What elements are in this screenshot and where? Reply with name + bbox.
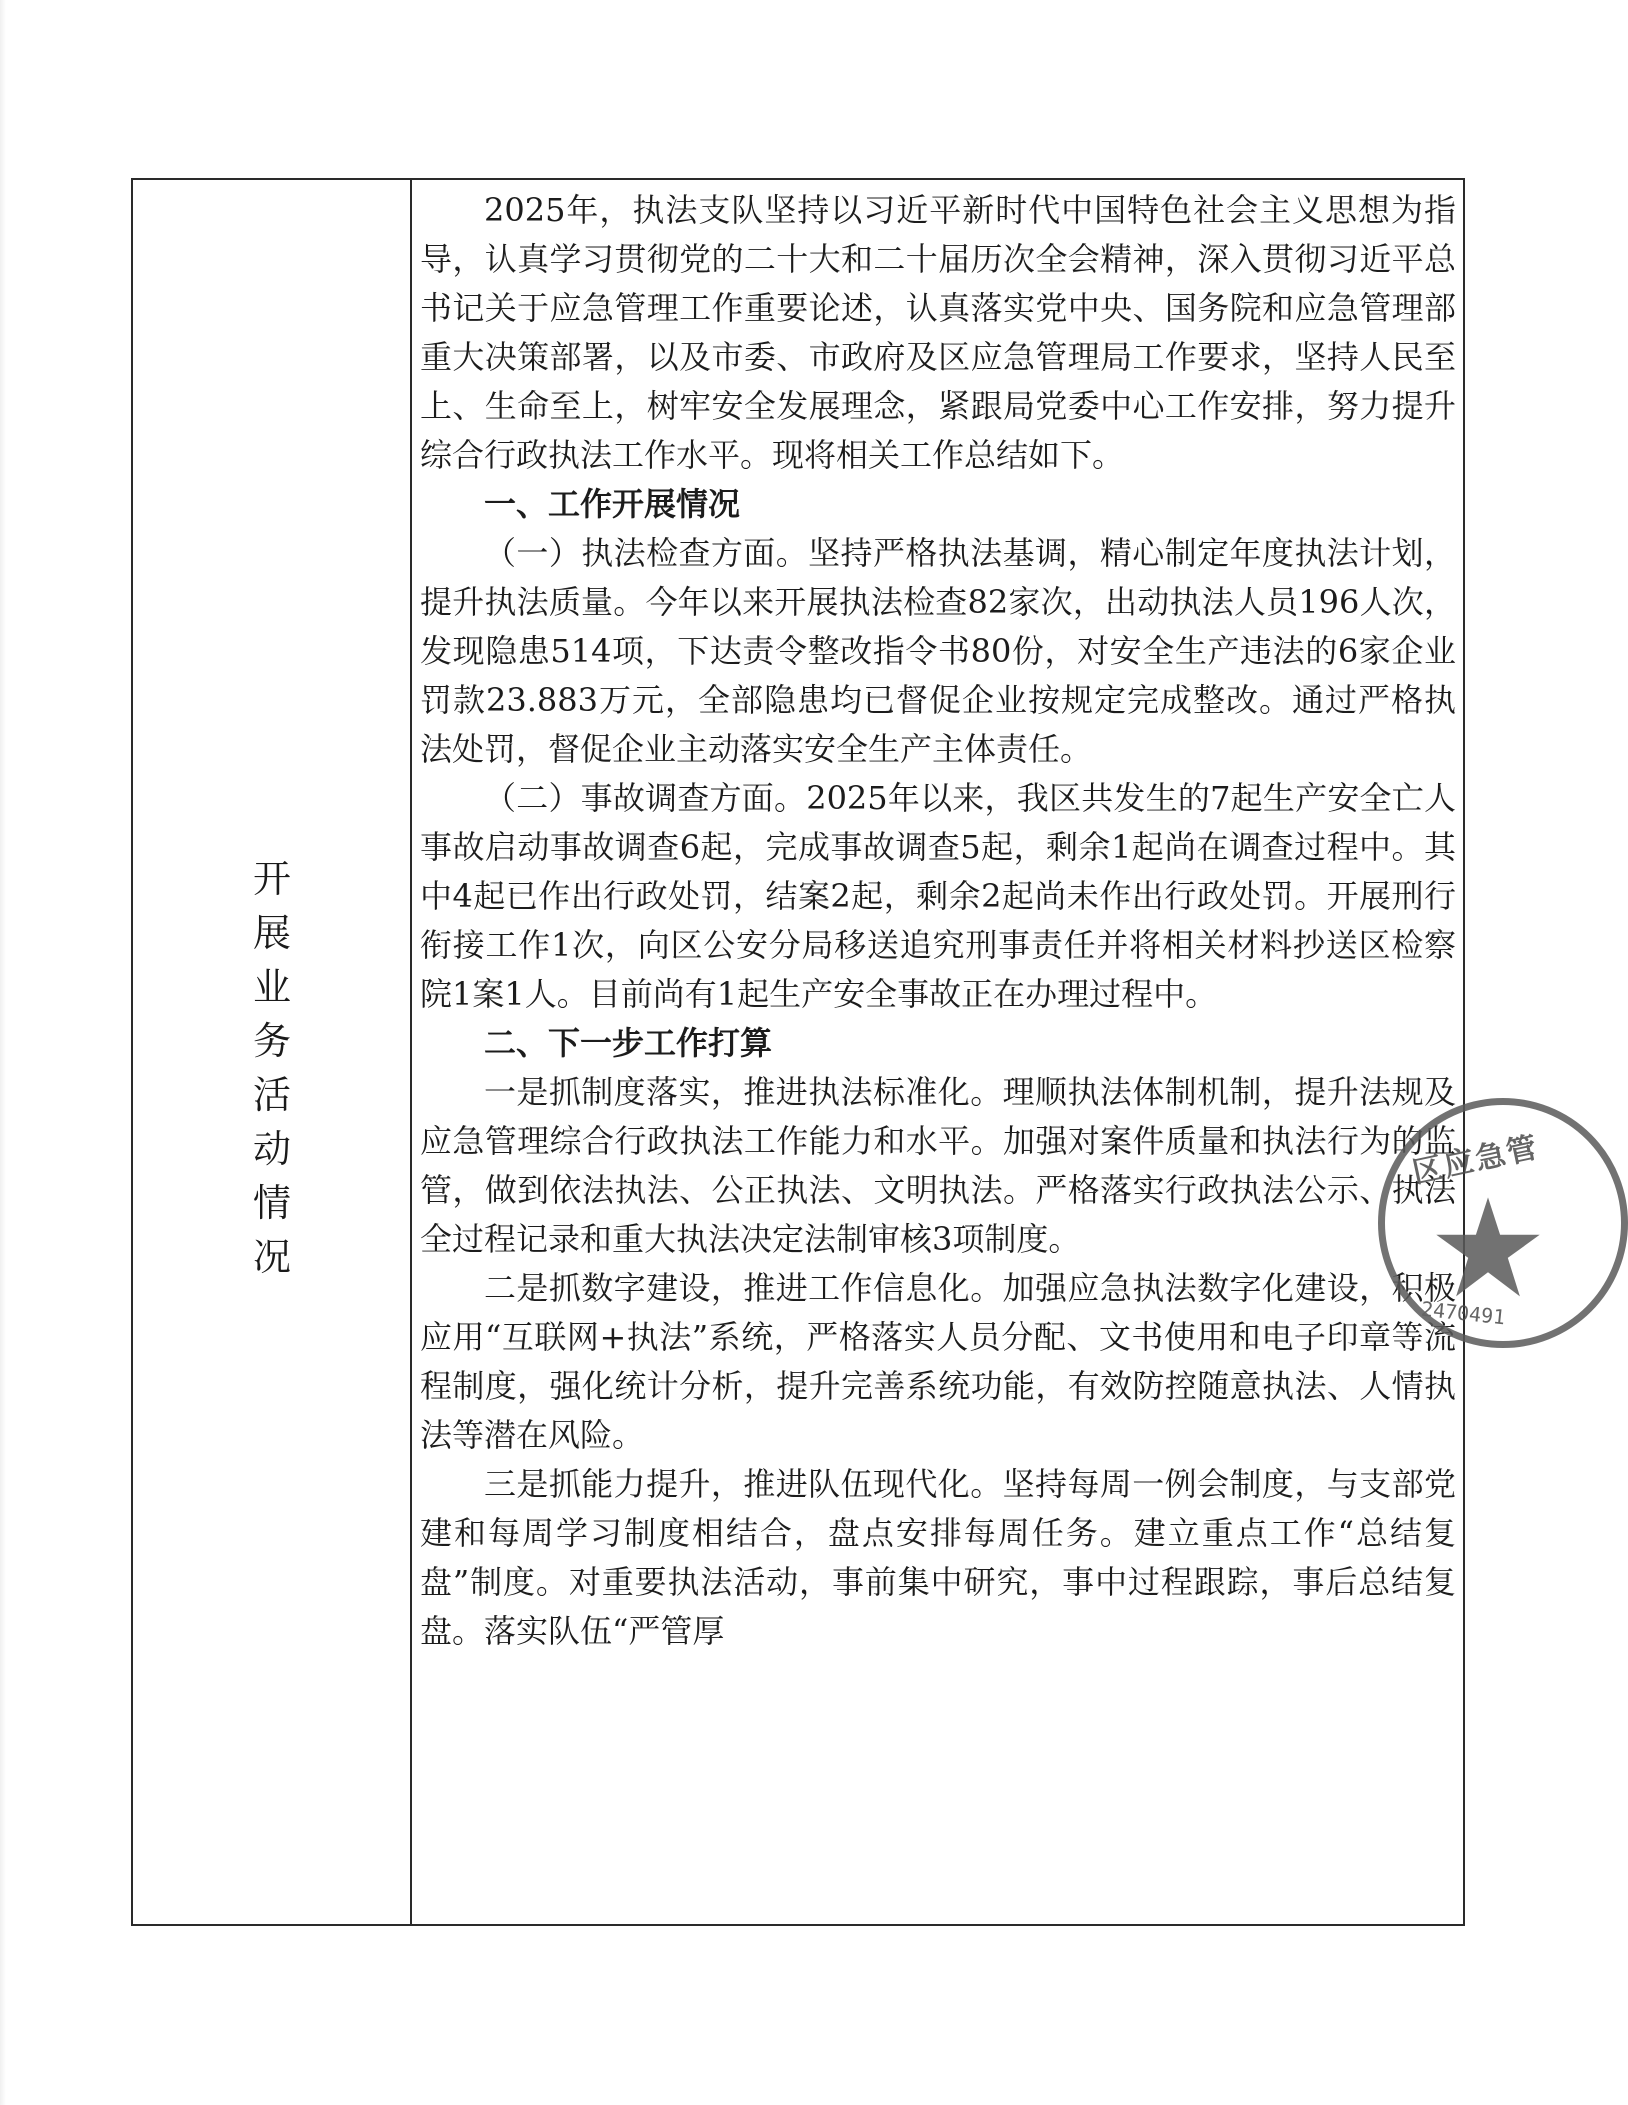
row-label-char: 展	[252, 911, 291, 955]
section-heading-work-status: 一、工作开展情况	[484, 485, 741, 523]
paragraph-capability-improvement: 三是抓能力提升，推进队伍现代化。坚持每周一例会制度，与支部党建和每周学习制度相结合，盘点安排每周任务。建立重点工作“总结复盘”制度。对重要执法活动，事前集中研究，事中过程跟踪，事后总结复盘。落实队伍“严管厚	[420, 1465, 1456, 1650]
row-label-char: 动	[252, 1127, 291, 1171]
row-label-char: 况	[252, 1235, 291, 1279]
row-label-char: 开	[252, 857, 291, 901]
paragraph-digital-construction: 二是抓数字建设，推进工作信息化。加强应急执法数字化建设，积极应用“互联网+执法”系统，严格落实人员分配、文书使用和电子印章等流程制度，强化统计分析，提升完善系统功能，有效防控随意执法、人情执法等潜在风险。	[420, 1269, 1456, 1454]
row-label-char: 业	[252, 965, 291, 1009]
seal-code: 2470491	[1419, 1296, 1507, 1330]
star-icon	[1433, 1193, 1543, 1303]
section-heading-next-steps: 二、下一步工作打算	[484, 1024, 773, 1062]
row-label-char: 务	[252, 1019, 291, 1063]
scan-edge	[0, 0, 6, 2105]
seal-text: 区应急管	[1409, 1129, 1542, 1191]
row-label-char: 活	[252, 1073, 291, 1117]
column-divider	[410, 178, 412, 1926]
paragraph-system-implementation: 一是抓制度落实，推进执法标准化。理顺执法体制机制，提升法规及应急管理综合行政执法工作能力和水平。加强对案件质量和执法行为的监管，做到依法执法、公正执法、文明执法。严格落实行政执法公示、执法全过程记录和重大执法决定法制审核3项制度。	[420, 1073, 1456, 1258]
intro-paragraph: 2025年，执法支队坚持以习近平新时代中国特色社会主义思想为指导，认真学习贯彻党的二十大和二十届历次全会精神，深入贯彻习近平总书记关于应急管理工作重要论述，认真落实党中央、国务院和应急管理部重大决策部署，以及市委、市政府及区应急管理局工作要求，坚持人民至上、生命至上，树牢安全发展理念，紧跟局党委中心工作安排，努力提升综合行政执法工作水平。现将相关工作总结如下。	[420, 191, 1456, 474]
content-cell	[420, 186, 1456, 1656]
paragraph-accident-investigation: （二）事故调查方面。2025年以来，我区共发生的7起生产安全亡人事故启动事故调查6起，完成事故调查5起，剩余1起尚在调查过程中。其中4起已作出行政处罚，结案2起，剩余2起尚未作出行政处罚。开展刑行衔接工作1次，向区公安分局移送追究刑事责任并将相关材料抄送区检察院1案1人。目前尚有1起生产安全事故正在办理过程中。	[420, 779, 1456, 1013]
official-seal	[1378, 1098, 1628, 1348]
row-label	[248, 852, 296, 1284]
row-label-char: 情	[252, 1181, 291, 1225]
paragraph-law-enforcement-inspection: （一）执法检查方面。坚持严格执法基调，精心制定年度执法计划，提升执法质量。今年以来开展执法检查82家次，出动执法人员196人次，发现隐患514项，下达责令整改指令书80份，对安全生产违法的6家企业罚款23.883万元，全部隐患均已督促企业按规定完成整改。通过严格执法处罚，督促企业主动落实安全生产主体责任。	[420, 534, 1456, 768]
